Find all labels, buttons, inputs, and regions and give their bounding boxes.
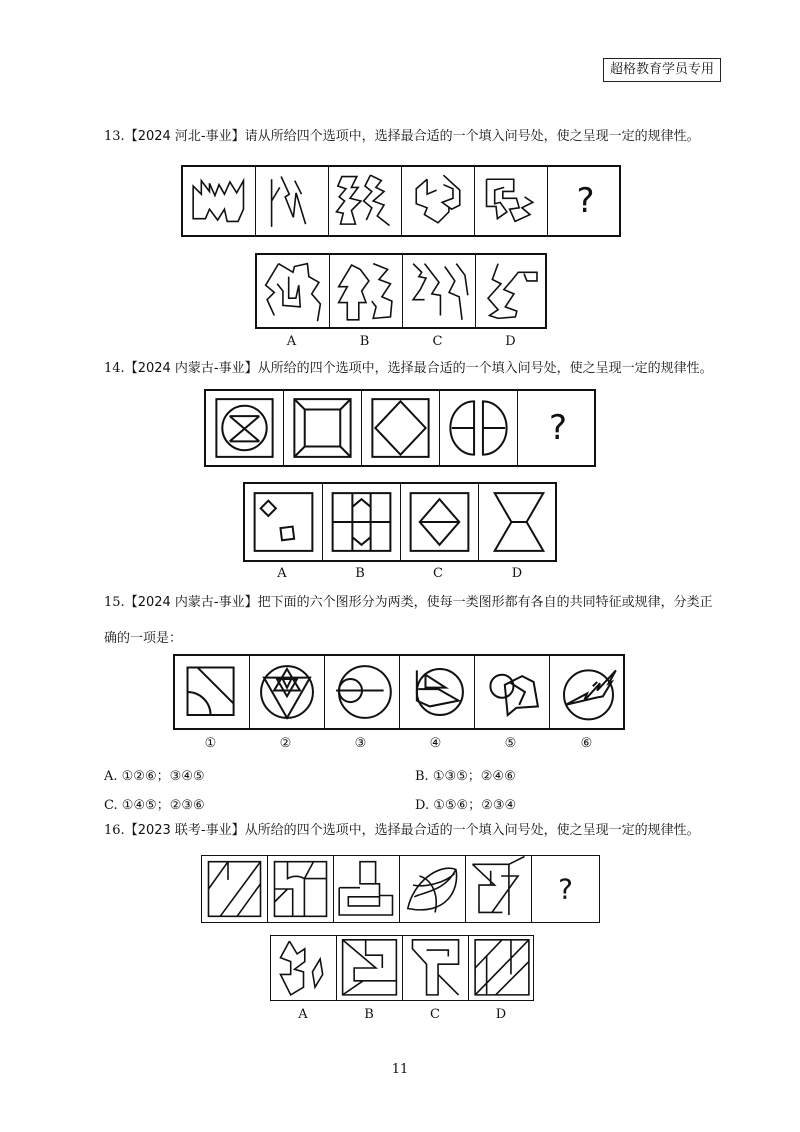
q15-number: 15. <box>104 595 125 610</box>
q16-stem <box>104 822 700 840</box>
q14-figure-3 <box>362 391 440 465</box>
q16-question-mark: ? <box>558 872 573 906</box>
q15-stem <box>104 594 713 612</box>
q16-figure-2 <box>268 856 334 922</box>
q15-label-1: ① <box>204 736 217 751</box>
q14-label-c: C <box>433 566 443 581</box>
q16-option-b[interactable] <box>337 936 403 1000</box>
q15-option-c[interactable]: C. ①④⑤；②③⑥ <box>104 798 205 813</box>
q13-option-a[interactable] <box>257 255 330 327</box>
q14-number: 14. <box>104 361 125 376</box>
q15-option-d[interactable]: D. ①⑤⑥；②③④ <box>415 798 517 813</box>
q14-label-a: A <box>277 566 287 581</box>
q16-number: 16. <box>104 823 125 838</box>
q14-figure-4 <box>440 391 518 465</box>
q15-label-3: ③ <box>354 736 367 751</box>
q13-figure-3 <box>329 167 402 235</box>
q13-label-b: B <box>359 334 370 349</box>
q16-option-labels <box>270 1007 534 1022</box>
q13-question-mark: ? <box>576 181 595 221</box>
q16-text: 从所给的四个选项中，选择最合适的一个填入问号处，使之呈现一定的规律性。 <box>244 823 700 838</box>
q14-option-labels <box>243 566 557 581</box>
q13-figure-2 <box>256 167 329 235</box>
q16-source: 【2023 联考-事业】 <box>124 823 245 838</box>
q14-options-strip <box>243 482 557 562</box>
q15-label-6: ⑥ <box>580 736 593 751</box>
q16-label-c: C <box>430 1007 440 1022</box>
q16-label-b: B <box>364 1007 374 1022</box>
q14-label-d: D <box>511 566 523 581</box>
q13-figure-1 <box>183 167 256 235</box>
q14-figure-2 <box>284 391 362 465</box>
q13-text: 请从所给四个选项中，选择最合适的一个填入问号处，使之呈现一定的规律性。 <box>244 129 700 144</box>
q16-unknown <box>532 856 599 922</box>
q15-text: 把下面的六个图形分为两类，使每一类图形都有各自的共同特征或规律，分类正 <box>257 595 713 610</box>
q15-label-5: ⑤ <box>504 736 517 751</box>
q16-figure-1 <box>202 856 268 922</box>
q14-option-d[interactable] <box>479 484 559 560</box>
header-tag: 超格教育学员专用 <box>603 58 721 82</box>
q15-figure-1 <box>175 656 250 728</box>
q14-text: 从所给的四个选项中，选择最合适的一个填入问号处，使之呈现一定的规律性。 <box>257 361 713 376</box>
q16-label-a: A <box>298 1007 308 1022</box>
q13-label-c: C <box>432 334 443 349</box>
q13-figure-4 <box>402 167 475 235</box>
q13-source: 【2024 河北-事业】 <box>124 129 245 144</box>
q13-figure-5 <box>475 167 548 235</box>
q14-option-b[interactable] <box>323 484 401 560</box>
q14-option-c[interactable] <box>401 484 479 560</box>
q13-option-labels <box>255 334 547 349</box>
q13-option-b[interactable] <box>330 255 403 327</box>
q13-label-a: A <box>286 334 297 349</box>
q14-source: 【2024 内蒙古-事业】 <box>124 361 258 376</box>
q15-option-b[interactable]: B. ①③⑤；②④⑥ <box>415 769 516 784</box>
q16-label-d: D <box>495 1007 507 1022</box>
q16-figure-5 <box>466 856 532 922</box>
q16-option-a[interactable] <box>271 936 337 1000</box>
q15-label-2: ② <box>279 736 292 751</box>
q13-option-d[interactable] <box>476 255 549 327</box>
q15-figure-6 <box>550 656 627 728</box>
q14-label-b: B <box>355 566 365 581</box>
q14-unknown <box>518 391 598 465</box>
q15-figure-2 <box>250 656 325 728</box>
q13-options-strip <box>255 253 547 329</box>
page-number: 11 <box>391 1062 409 1077</box>
q13-number: 13. <box>104 129 125 144</box>
q16-option-d[interactable] <box>469 936 535 1000</box>
q16-question-strip <box>201 855 600 923</box>
q13-option-c[interactable] <box>403 255 476 327</box>
q14-question-strip <box>204 389 596 467</box>
q15-source: 【2024 内蒙古-事业】 <box>124 595 258 610</box>
q15-stem-continued: 确的一项是： <box>104 631 183 646</box>
q14-figure-1 <box>206 391 284 465</box>
q15-option-a[interactable]: A. ①②⑥；③④⑤ <box>104 769 205 784</box>
q15-figure-strip <box>173 654 625 730</box>
q15-label-4: ④ <box>429 736 442 751</box>
q15-figure-4 <box>400 656 475 728</box>
q15-figure-5 <box>475 656 550 728</box>
q16-figure-3 <box>334 856 400 922</box>
q14-stem <box>104 360 713 378</box>
q16-figure-4 <box>400 856 466 922</box>
q13-unknown <box>548 167 623 235</box>
q15-figure-labels <box>173 736 625 751</box>
q13-question-strip <box>181 165 621 237</box>
q14-option-a[interactable] <box>245 484 323 560</box>
q15-figure-3 <box>325 656 400 728</box>
q16-options-strip <box>270 935 534 1001</box>
q14-question-mark: ? <box>548 408 568 448</box>
q16-option-c[interactable] <box>403 936 469 1000</box>
q13-label-d: D <box>505 334 516 349</box>
q13-stem <box>104 128 700 146</box>
